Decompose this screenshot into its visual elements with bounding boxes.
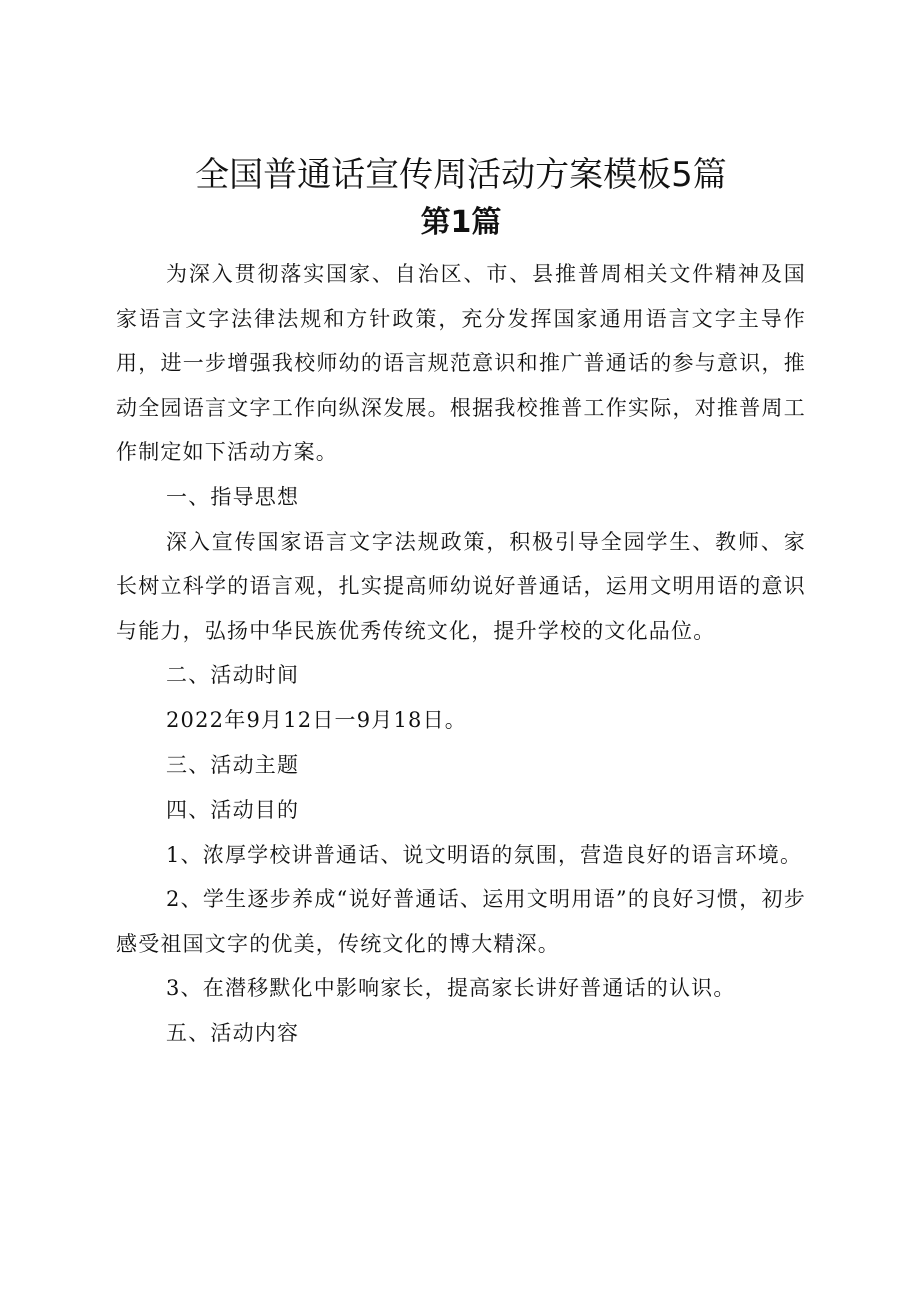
purpose-item-3: 3、在潜移默化中影响家长，提高家长讲好普通话的认识。 — [166, 976, 736, 1000]
document-subtitle: 第1篇 — [420, 205, 502, 240]
purpose-item-2: 2、学生逐步养成“说好普通话、运用文明用语”的良好习惯，初步感受祖国文字的优美，传统文化的博大精深。 — [116, 887, 806, 956]
section-heading-activity-time: 二、活动时间 — [166, 663, 300, 687]
intro-paragraph: 为深入贯彻落实国家、自治区、市、县推普周相关文件精神及国家语言文字法律法规和方针政策，充分发挥国家通用语言文字主导作用，进一步增强我校师幼的语言规范意识和推广普通话的参与意识，推动全园语言文字工作向纵深发展。根据我校推普工作实际，对推普周工作制定如下活动方案。 — [116, 262, 806, 464]
section-heading-activity-purpose: 四、活动目的 — [166, 797, 300, 822]
section-heading-activity-content: 五、活动内容 — [166, 1020, 300, 1045]
section-heading-activity-theme: 三、活动主题 — [166, 752, 300, 777]
guiding-ideology-paragraph: 深入宣传国家语言文字法规政策，积极引导全园学生、教师、家长树立科学的语言观，扎实提高师幼说好普通话，运用文明用语的意识与能力，弘扬中华民族优秀传统文化，提升学校的文化品位。 — [116, 529, 806, 643]
document-title: 全国普通话宣传周活动方案模板5篇 — [195, 155, 727, 195]
section-heading-guiding-ideology: 一、指导思想 — [166, 484, 300, 509]
purpose-item-1: 1、浓厚学校讲普通话、说文明语的氛围，营造良好的语言环境。 — [166, 842, 803, 867]
document-page — [116, 150, 806, 1056]
activity-time-paragraph: 2022年9月12日一9月18日。 — [166, 708, 468, 732]
